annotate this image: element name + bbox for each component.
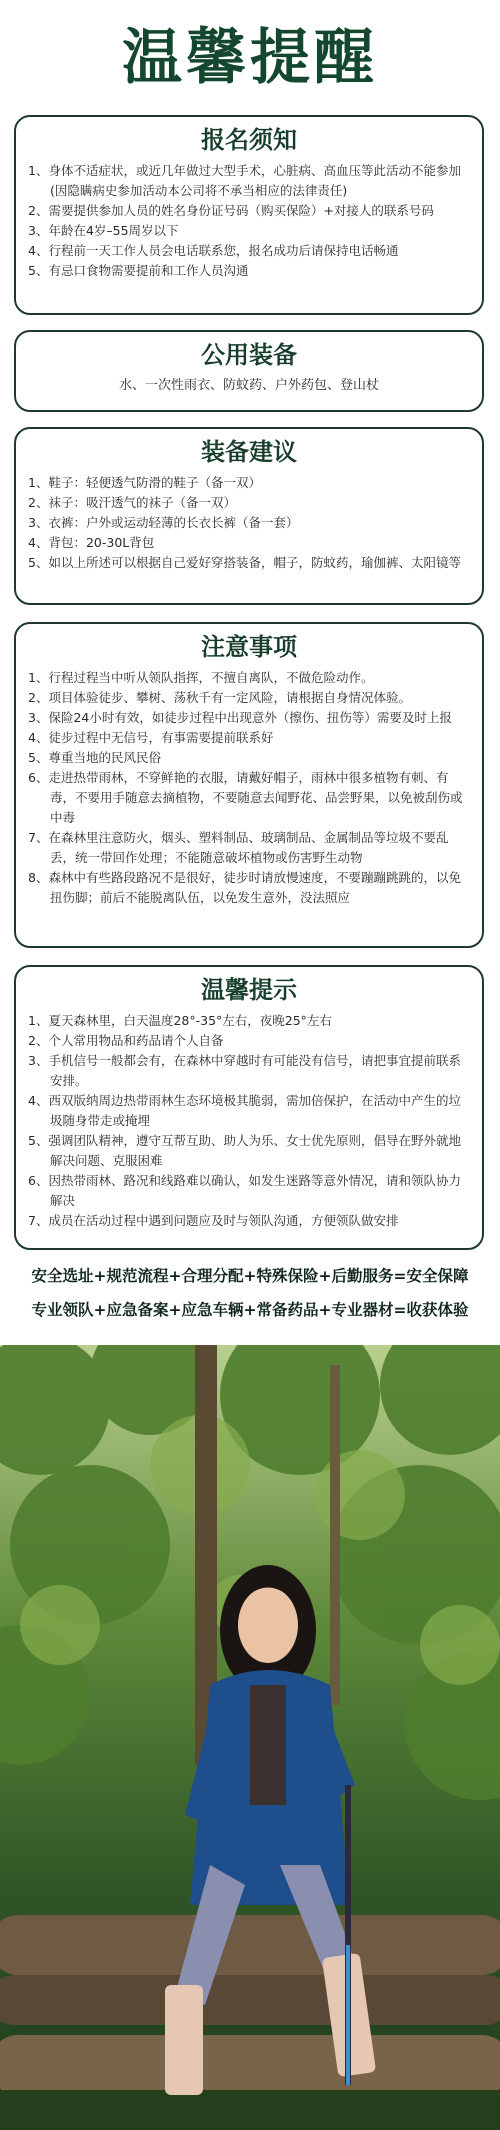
safety-slogan: 安全选址+规范流程+合理分配+特殊保险+后勤服务=安全保障 xyxy=(31,1267,469,1285)
tree-trunk xyxy=(330,1365,340,1705)
ground xyxy=(0,2090,500,2130)
page-title: 温馨提醒 xyxy=(122,23,378,93)
gear-advice-title: 装备建议 xyxy=(201,438,297,466)
list-item: 2、个人常用物品和药品请个人自备 xyxy=(28,1033,224,1048)
list-item: 3、衣裤：户外或运动轻薄的长衣长裤（备一套） xyxy=(28,515,299,530)
list-item: 3、保险24小时有效，如徒步过程中出现意外（擦伤、扭伤等）需要及时上报 xyxy=(28,710,452,725)
tips-list xyxy=(16,1011,482,1231)
list-item: 7、成员在活动过程中遇到问题应及时与领队沟通，方便领队做安排 xyxy=(28,1213,399,1228)
fallen-log xyxy=(0,1975,500,2025)
tips-card xyxy=(14,965,484,1250)
list-item: 4、行程前一天工作人员会电话联系您，报名成功后请保持电话畅通 xyxy=(28,243,399,258)
list-item: 5、有忌口食物需要提前和工作人员沟通 xyxy=(28,263,249,278)
gear-advice-card xyxy=(14,427,484,605)
list-item: 5、强调团队精神，遵守互帮互助、助人为乐、女士优先原则，倡导在野外就地解决问题、克服困难 xyxy=(28,1133,461,1168)
list-item: 5、如以上所述可以根据自己爱好穿搭装备，帽子，防蚊药，瑜伽裤、太阳镜等 xyxy=(28,555,461,570)
notes-title: 注意事项 xyxy=(201,633,297,661)
public-gear-text: 水、一次性雨衣、防蚊药、户外药包、登山杖 xyxy=(118,378,379,393)
registration-title: 报名须知 xyxy=(201,126,297,154)
list-item: 1、夏天森林里，白天温度28°-35°左右，夜晚25°左右 xyxy=(28,1013,332,1028)
list-item: 6、走进热带雨林，不穿鲜艳的衣服，请戴好帽子，雨林中很多植物有刺、有毒，不要用手随意去摘植物，不要随意去闻野花、品尝野果，以免被刮伤或中毒 xyxy=(28,770,463,825)
list-item: 7、在森林里注意防火，烟头、塑料制品、玻璃制品、金属制品等垃圾不要乱丢，统一带回作处理；不能随意破坏植物或伤害野生动物 xyxy=(28,830,449,865)
experience-slogan: 专业领队+应急备案+应急车辆+常备药品+专业器材=收获体验 xyxy=(31,1301,469,1319)
list-item: 3、手机信号一般都会有，在森林中穿越时有可能没有信号，请把事宜提前联系安排。 xyxy=(28,1053,461,1088)
list-item: 2、需要提供参加人员的姓名身份证号码（购买保险）+对接人的联系号码 xyxy=(28,203,434,218)
list-item: 1、身体不适症状，或近几年做过大型手术，心脏病、高血压等此活动不能参加(因隐瞒病史参加活动本公司将不承当相应的法律责任) xyxy=(28,163,461,198)
list-item: 5、尊重当地的民风民俗 xyxy=(28,750,161,765)
tips-title: 温馨提示 xyxy=(201,976,297,1004)
forest-illustration xyxy=(0,1345,500,2130)
notes-list xyxy=(16,668,482,908)
registration-card xyxy=(14,115,484,315)
list-item: 8、森林中有些路段路况不是很好，徒步时请放慢速度，不要蹦蹦跳跳的，以免扭伤脚；前后不能脱离队伍，以免发生意外，没法照应 xyxy=(28,870,461,905)
forest-hiker-photo xyxy=(0,1345,500,2130)
list-item: 2、项目体验徒步、攀树、荡秋千有一定风险，请根据自身情况体验。 xyxy=(28,690,411,705)
list-item: 6、因热带雨林、路况和线路难以确认，如发生迷路等意外情况，请和领队协力解决 xyxy=(28,1173,461,1208)
list-item: 2、袜子：吸汗透气的袜子（备一双） xyxy=(28,495,236,510)
registration-list xyxy=(16,161,482,281)
fallen-log xyxy=(0,2035,500,2095)
public-gear-title: 公用装备 xyxy=(201,341,297,369)
list-item: 1、行程过程当中听从领队指挥，不擅自离队，不做危险动作。 xyxy=(28,670,374,685)
gear-advice-list xyxy=(16,473,482,573)
list-item: 4、西双版纳周边热带雨林生态环境极其脆弱，需加倍保护，在活动中产生的垃圾随身带走或掩埋 xyxy=(28,1093,461,1128)
list-item: 4、徒步过程中无信号，有事需要提前联系好 xyxy=(28,730,274,745)
fallen-log xyxy=(0,1915,500,1975)
public-gear-card xyxy=(14,330,484,412)
list-item: 3、年龄在4岁–55周岁以下 xyxy=(28,223,179,238)
list-item: 1、鞋子：轻便透气防滑的鞋子（备一双） xyxy=(28,475,261,490)
list-item: 4、背包：20-30L背包 xyxy=(28,535,155,550)
notes-card xyxy=(14,622,484,948)
